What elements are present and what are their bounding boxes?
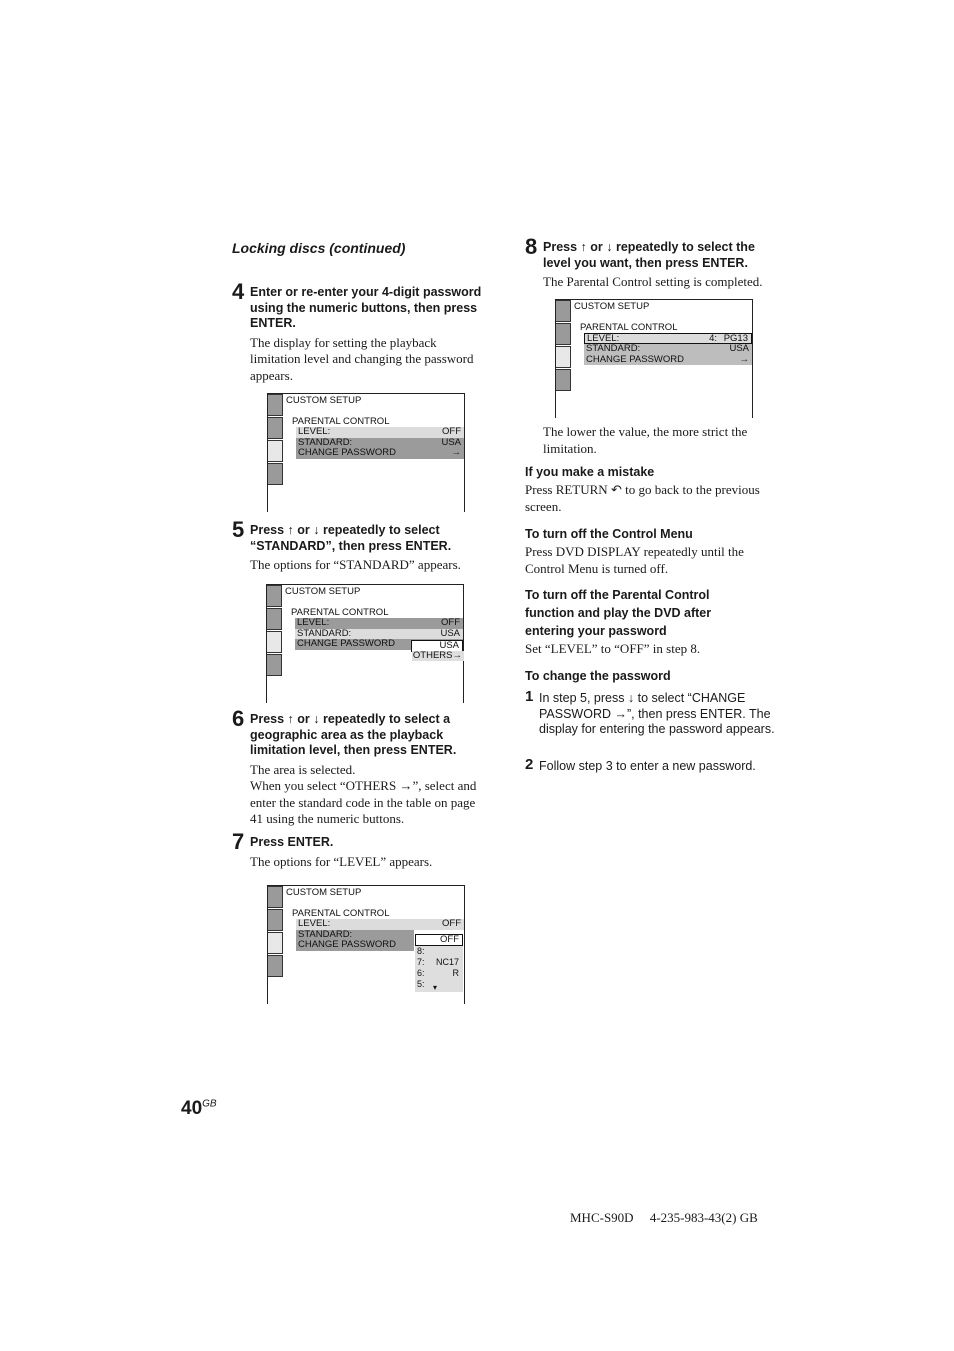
footer-model-code: MHC-S90D 4-235-983-43(2) GB — [570, 1210, 758, 1225]
level-option: 8: — [417, 946, 425, 956]
menu-row-change-password — [296, 448, 464, 459]
level-option-off: OFF — [415, 934, 463, 946]
screen-title: CUSTOM SETUP — [574, 301, 650, 312]
step-body: The display for setting the playback limitation level and changing the password appears. — [250, 334, 474, 383]
turn-off-parental-text: Set “LEVEL” to “OFF” in step 8. — [525, 641, 701, 656]
row-value: 4: — [709, 333, 717, 344]
step-heading: Press ↑ or ↓ repeatedly to select a geographic area as the playback limitation level, then press ENTER. — [250, 712, 457, 757]
row-value: USA — [729, 343, 749, 354]
menu-tab-selected — [268, 440, 283, 462]
page-number: $40^{GB}$ — [181, 1098, 217, 1119]
step-body-note: When you select “OTHERS →”, select and enter the standard code in the table on page 41 using the numeric buttons. — [250, 778, 477, 826]
step-body: The options for “LEVEL” appears. — [250, 853, 433, 869]
menu-tab — [268, 394, 283, 416]
step-4 — [232, 279, 482, 384]
step-number: 8 — [525, 234, 538, 259]
row-label: CHANGE PASSWORD — [298, 939, 397, 950]
item-text: Follow step 3 to enter a new password. — [539, 759, 756, 773]
step-heading: Press ENTER. — [250, 835, 334, 849]
step-6 — [232, 706, 482, 828]
step-number: 7 — [232, 829, 245, 854]
row-value: OFF — [441, 617, 460, 628]
step-heading: Press ↑ or ↓ repeatedly to select “STANDARD”, then press ENTER. — [250, 523, 452, 553]
step-7 — [232, 829, 482, 870]
turn-off-menu-heading: To turn off the Control Menu — [525, 527, 693, 541]
osd-screen-step7 — [267, 885, 465, 1004]
row-value: USA — [440, 627, 460, 639]
screen-title: CUSTOM SETUP — [286, 395, 362, 406]
osd-screen-step8 — [555, 299, 753, 418]
screen-subtitle: PARENTAL CONTROL — [580, 322, 678, 333]
arrow-icon: → — [451, 447, 461, 458]
menu-tabs — [268, 886, 283, 978]
step-body: The area is selected. — [250, 761, 356, 777]
row-value: PG13 — [723, 333, 748, 344]
menu-tabs — [267, 585, 282, 677]
screen-title: CUSTOM SETUP — [286, 887, 362, 898]
menu-tab — [268, 463, 283, 485]
mistake-heading: If you make a mistake — [525, 465, 655, 479]
page-number-suffix: GB — [202, 1098, 217, 1110]
row-label: STANDARD: — [586, 343, 641, 354]
menu-tab — [556, 323, 571, 345]
step-8 — [525, 234, 775, 291]
menu-tab-selected — [267, 631, 282, 653]
row-label: STANDARD: — [297, 627, 352, 639]
change-password-heading: To change the password — [525, 669, 671, 683]
note-after-step8: The lower the value, the more strict the limitation. — [543, 424, 748, 456]
level-option: 5: — [417, 979, 425, 989]
row-label: STANDARD: — [298, 928, 353, 940]
item-number: 2 — [525, 756, 534, 773]
step-heading: Enter or re-enter your 4-digit password using the numeric buttons, then press ENTER. — [250, 285, 482, 330]
menu-tab — [267, 608, 282, 630]
arrow-icon: → — [739, 353, 749, 365]
level-option: 7: NC17 — [417, 957, 459, 967]
step-body: The options for “STANDARD” appears. — [250, 557, 461, 572]
menu-list — [584, 333, 752, 365]
change-password-item-1 — [525, 688, 779, 738]
screen-title: CUSTOM SETUP — [285, 586, 361, 597]
row-label: LEVEL: — [297, 617, 330, 628]
menu-tabs — [556, 300, 571, 392]
scroll-down-icon: ▾ — [433, 983, 438, 992]
row-label: CHANGE PASSWORD — [297, 638, 396, 649]
row-label: LEVEL: — [298, 426, 331, 437]
item-text: In step 5, press ↓ to select “CHANGE PASSWORD →”, then press ENTER. The display for entering the password appears. — [539, 691, 775, 736]
menu-list — [296, 427, 464, 459]
menu-row-change-password — [584, 355, 752, 366]
menu-tab — [267, 585, 282, 607]
menu-tab — [268, 955, 283, 977]
osd-screen-step4 — [267, 393, 465, 512]
row-value: OFF — [442, 918, 461, 929]
menu-tab-selected — [556, 346, 571, 368]
menu-tab — [556, 369, 571, 391]
menu-tab — [268, 417, 283, 439]
level-option-list — [415, 946, 463, 992]
section-title: Locking discs (continued) — [232, 240, 406, 256]
screen-subtitle: PARENTAL CONTROL — [291, 607, 389, 618]
turn-off-parental-heading: To turn off the Parental Control function and play the DVD after entering your password — [525, 588, 712, 638]
item-number: 1 — [525, 688, 534, 705]
row-label: CHANGE PASSWORD — [298, 447, 397, 458]
row-value: USA — [441, 436, 461, 448]
standard-option-usa: USA — [411, 640, 463, 652]
menu-tabs — [268, 394, 283, 486]
menu-tab — [556, 300, 571, 322]
step-number: 6 — [232, 706, 245, 731]
menu-tab — [267, 654, 282, 676]
step-body: The Parental Control setting is completed. — [543, 274, 763, 289]
menu-row-change-password — [296, 940, 414, 951]
step-5 — [232, 517, 482, 574]
row-label: LEVEL: — [587, 333, 620, 344]
osd-screen-step5 — [266, 584, 464, 703]
level-option: 6: R — [417, 968, 459, 978]
menu-tab-selected — [268, 932, 283, 954]
row-label: CHANGE PASSWORD — [586, 353, 685, 365]
screen-subtitle: PARENTAL CONTROL — [292, 908, 390, 919]
row-label: STANDARD: — [298, 436, 353, 448]
row-label: LEVEL: — [298, 918, 331, 929]
turn-off-menu-text: Press DVD DISPLAY repeatedly until the Control Menu is turned off. — [525, 544, 744, 576]
mistake-text: Press RETURN ↶ to go back to the previous screen. — [525, 482, 760, 514]
step-heading: Press ↑ or ↓ repeatedly to select the level you want, then press ENTER. — [543, 240, 755, 270]
step-number: 5 — [232, 517, 245, 542]
step-number: 4 — [232, 279, 245, 304]
row-value: OFF — [442, 426, 461, 437]
screen-subtitle: PARENTAL CONTROL — [292, 416, 390, 427]
menu-tab — [268, 886, 283, 908]
change-password-item-2 — [525, 756, 779, 775]
standard-option-others: OTHERS→ — [412, 650, 462, 661]
menu-tab — [268, 909, 283, 931]
